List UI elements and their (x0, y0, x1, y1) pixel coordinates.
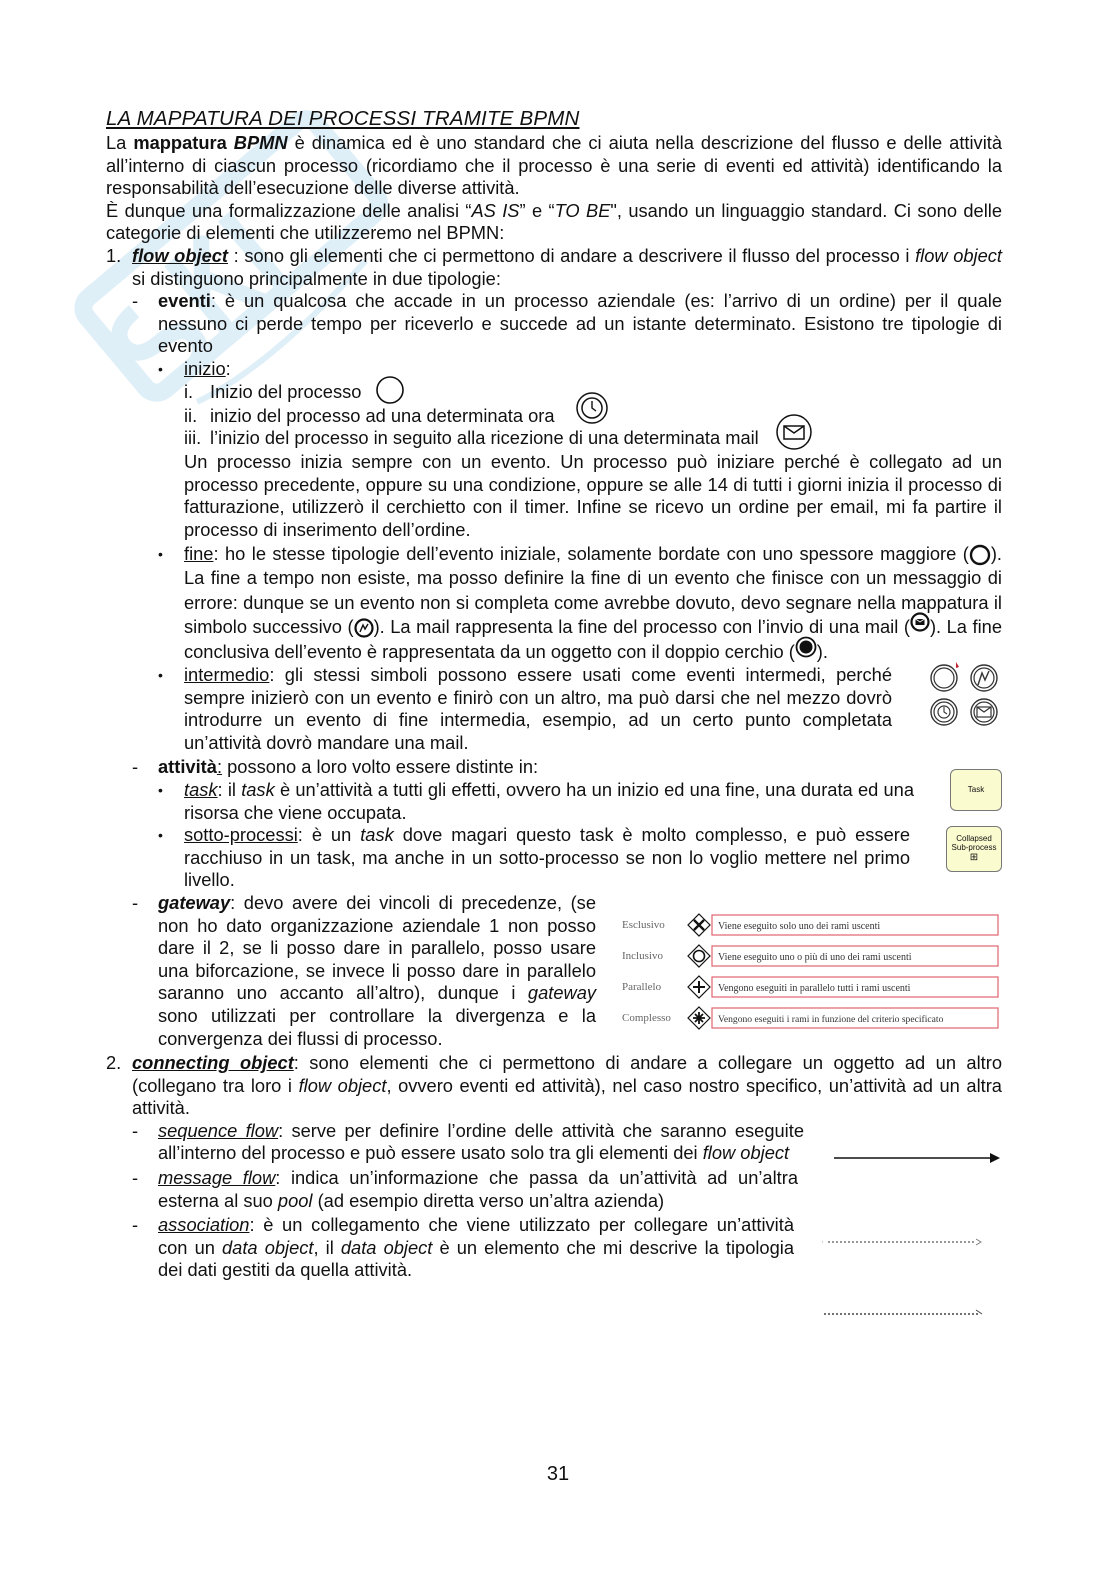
inizio-sub-ii: ii. inizio del processo ad una determinata ora (184, 405, 1002, 428)
term-eventi: eventi (158, 290, 211, 312)
start-event-icon (375, 375, 407, 405)
gateway-row-inclusivo (622, 945, 998, 967)
complex-gateway-icon (688, 1007, 710, 1029)
term-inizio: inizio (184, 357, 226, 379)
list-item-intermedio: • intermedio: gli stessi simboli possono essere usati come eventi intermedi, perché sempre inizierò con un evento e finirò con un altro, ma può darsi che nel mezzo dovrò introdurre un evento di fine intermedia, esempio, ad un certo punto completata un’attività dovrò mandare una mail. (158, 664, 1002, 754)
intermediate-timer-event-icon (931, 699, 957, 725)
inizio-sub-iii: iii. l’inizio del processo in seguito alla ricezione di una determinata mail (184, 427, 1002, 451)
term-intermedio: intermedio (184, 664, 270, 685)
task-box-label: Task (967, 784, 985, 794)
intro-paragraph-2: È dunque una formalizzazione delle analisi “AS IS” e “TO BE", usando un linguaggio standard. Ci sono delle categorie di elementi che utilizzeremo nel BPMN: (106, 199, 1002, 244)
gateway-desc-esclusivo: Viene eseguito solo uno dei rami uscenti (718, 920, 881, 932)
list-item-gateway: - gateway: devo avere dei vincoli di precedenze, (se non ho dato organizzazione aziendale 1 non posso dare il 2, se li posso dare in parallelo, posso usare una biforcazione, se invece li posso dare in parallelo saranno uno accanto all’altro), dunque i gateway sono utilizzati per controllare la divergenza e la convergenza dei flussi di processo. Esclusivo Viene eseguito solo uno dei rami uscenti Inclusivo Viene eseguito uno o più di uno dei rami uscenti Parallelo Vengono eseguiti in parallelo tutti i rami uscenti Complesso Vengono eseguiti i rami in funzione del criterio specificato (132, 892, 1002, 1050)
gateway-row-parallelo (622, 976, 998, 998)
term-gateway: gateway (158, 891, 231, 913)
gateway-row-esclusivo (622, 914, 998, 936)
message-start-event-icon (775, 413, 815, 451)
parallel-gateway-icon (688, 976, 710, 998)
list-item-connecting-object: 2. connecting object: sono elementi che ci permettono di andare a collegare un oggetto ad un altro (collegano tra loro i flow object, ovvero eventi ed attività), nel caso nostro specifico, un’attività ad un altra attività. - sequence flow: serve per definire l’ordine delle attività che saranno eseguite all’interno del processo e può essere usato solo tra gli elementi dei flow object - message flow: indica un’informazione che passa da un’attività ad un’altra esterna al suo pool (ad esempio diretta verso un’altra azienda) - association: è un collegamento che viene utilizzato per collegare un’attività con un data object, il data object è un elemento che mi descrive la tipologia dei dati gestiti da quella attività. (106, 1052, 1002, 1330)
intermediate-error-event-icon (971, 665, 997, 691)
intro-paragraph: La mappatura BPMN è dinamica ed è uno standard che ci aiuta nella descrizione del flusso e delle attività all’interno di ciascun processo (ricordiamo che il processo è una serie di eventi ed attività) identificando la responsabilità dell’esecuzione delle diverse attività. (106, 132, 1002, 199)
gateway-desc-inclusivo: Viene eseguito uno o più di uno dei rami uscenti (718, 951, 912, 963)
list-item-sequence-flow: - sequence flow: serve per definire l’ordine delle attività che saranno eseguite all’interno del processo e può essere usato solo tra gli elementi dei flow object (132, 1119, 804, 1164)
gateway-row-complesso (622, 1007, 998, 1029)
term-connecting-object: connecting object (132, 1052, 294, 1074)
document-body (106, 105, 1002, 1330)
intermediate-events-icon-group (922, 660, 1002, 732)
message-flow-arrow-icon (822, 1239, 981, 1245)
connector-samples (822, 1120, 1002, 1330)
gateway-table (618, 910, 1002, 1038)
list-item-attivita: - attività: possono a loro volto essere distinte in: • task: il task è un’attività a tutti gli effetti, ovvero ha un inizio ed una fine, una durata ed una risorsa che viene occupata. Task • sotto-processi: è un task dove magari questo task è molto complesso, e può essere racchiuso in un task, ma anche in un sotto-processo se non lo voglio mettere nel primo livello. Collapsed Sub-process ⊞ (132, 756, 1002, 892)
terminate-end-event-icon (795, 636, 817, 660)
term-flow-object: flow object (132, 244, 229, 266)
intermediate-message-event-icon (971, 699, 997, 725)
timer-start-event-icon (575, 391, 611, 425)
gateway-desc-parallelo: Vengono eseguiti in parallelo tutti i rami uscenti (718, 982, 911, 994)
list-item-flow-object: 1. flow object : sono gli elementi che ci permettono di andare a descrivere il flusso del processo i flow object si distinguono principalmente in due tipologie: - eventi: è un qualcosa che accade in un processo aziendale (es: l’arrivo di un ordine) per il quale nessuno ci perde tempo per riceverlo e succede ad un istante determinato. Esistono tre tipologie di evento • inizio: i. Inizio del processo ii. inizio del processo ad una determinata ora iii. l’inizio del processo in seguito alla ricezione di una determinata mail Un processo inizia sempre con un evento. Un processo può iniziare perché è collegato ad un processo precedente, oppure su una condizione, oppure se alle 14 di tutti i giorni inizia il processo di fatturazione, utilizzerò il cerchietto con il timer. Infine se ricevo un ordine per email, mi fa partire il processo di inserimento dell’ordine. • fine: ho le stesse tipologie dell’evento iniziale, solamente bordate con uno spessore maggiore ( ). La fine a tempo non esiste, ma posso definire la fine di un evento che finisce con un messaggio di errore: dunque se un evento non si completa come avrebbe dovuto, devo segnare nella mappatura il simbolo successivo ( ). La mail rappresenta la fine del processo con l’invio di una mail ( ). La fine conclusiva dell’evento è rappresentata da un oggetto con il doppio cerchio ( ). • intermedio: gli stessi simboli possono essere usati come eventi intermedi, perché sempre inizierò con un evento e finirò con un altro, ma può darsi che nel mezzo dovrò introdurre un evento di fine intermedia, esempio, ad un certo punto completata un’attività dovrò mandare una mail. - attività: possono a loro volto essere distinte in: • task: il task è un’attività a tutti gli effetti, ovvero ha un inizio ed una fine, una durata ed una risorsa che viene occupata. Task • sotto-processi: è un task dove magari questo task è molto complesso, e può essere racchiuso in un task, ma anche in un sotto-processo se non lo voglio mettere nel primo livello. Collapsed Sub-process ⊞ - gateway: devo avere dei vincoli di precedenze, (se non ho dato organizzazione aziendale 1 non posso dare il 2, se li posso dare in parallelo, posso usare una biforcazione, se invece li posso dare in parallelo saranno uno accanto all’altro), dunque i gateway sono utilizzati per controllare la divergenza e la convergenza dei flussi di processo. Esclusivo Viene eseguito solo uno dei rami uscenti Inclusivo Viene eseguito uno o più di uno dei rami uscenti Parallelo Vengono eseguiti in parallelo tutti i rami uscenti Complesso Vengono eseguiti i rami in funzione del criterio specificato (106, 244, 1002, 1049)
gateway-name-esclusivo: Esclusivo (622, 918, 665, 931)
intermediate-event-icon (931, 665, 957, 691)
term-message-flow: message flow (158, 1167, 276, 1189)
subprocess-box-icon: Collapsed Sub-process ⊞ (946, 826, 1002, 872)
association-line-icon (822, 1310, 982, 1314)
term-attivita: attività (158, 756, 217, 778)
term-task: task (184, 778, 218, 800)
list-item-task: • task: il task è un’attività a tutti gli effetti, ovvero ha un inizio ed una fine, una durata ed una risorsa che viene occupata. Task (158, 779, 1002, 824)
term-association: association (158, 1214, 250, 1236)
gateway-name-inclusivo: Inclusivo (622, 949, 663, 962)
inizio-paragraph: Un processo inizia sempre con un evento. Un processo può iniziare perché è collegato ad un processo precedente, oppure su una condizione, oppure se alle 14 di tutti i giorni inizia il processo di fatturazione, utilizzerò il cerchietto con il timer. Infine se ricevo un ordine per email, mi fa partire il processo di inserimento dell’ordine. (184, 451, 1002, 540)
list-item-association: - association: è un collegamento che viene utilizzato per collegare un’attività con un data object, il data object è un elemento che mi descrive la tipologia dei dati gestiti da quella attività. (132, 1214, 794, 1281)
gateway-name-parallelo: Parallelo (622, 980, 662, 993)
task-box-icon (950, 769, 1002, 811)
connecting-object-list (132, 1120, 1002, 1330)
term-sequence-flow: sequence flow (158, 1119, 279, 1141)
term-sotto-processi: sotto-processi (184, 824, 298, 846)
inclusive-gateway-icon (688, 945, 710, 967)
error-end-event-icon (354, 618, 374, 638)
list-item-message-flow: - message flow: indica un’informazione che passa da un’attività ad un’altra esterna al suo pool (ad esempio diretta verso un’altra azienda) (132, 1167, 798, 1211)
gateway-desc-complesso: Vengono eseguiti i rami in funzione del criterio specificato (718, 1013, 944, 1025)
page-title: LA MAPPATURA DEI PROCESSI TRAMITE BPMN (106, 107, 580, 130)
page-number: 31 (546, 1463, 570, 1485)
end-event-icon (969, 544, 991, 566)
list-item-inizio: • inizio: i. Inizio del processo ii. inizio del processo ad una determinata ora iii. l’inizio del processo in seguito alla ricezione di una determinata mail Un processo inizia sempre con un evento. Un processo può iniziare perché è collegato ad un processo precedente, oppure su una condizione, oppure se alle 14 di tutti i giorni inizia il processo di fatturazione, utilizzerò il cerchietto con il timer. Infine se ricevo un ordine per email, mi fa partire il processo di inserimento dell’ordine. (158, 357, 1002, 540)
message-end-event-icon (910, 612, 930, 634)
term-fine: fine (184, 542, 214, 564)
gateway-name-complesso: Complesso (622, 1011, 671, 1024)
exclusive-gateway-icon (688, 914, 710, 936)
collapse-plus-icon: ⊞ (969, 852, 979, 864)
inizio-sub-i: i. Inizio del processo (184, 381, 1002, 405)
list-item-eventi: - eventi: è un qualcosa che accade in un processo aziendale (es: l’arrivo di un ordine) per il quale nessuno ci perde tempo per riceverlo e succede ad un istante determinato. Esistono tre tipologie di evento • inizio: i. Inizio del processo ii. inizio del processo ad una determinata ora iii. l’inizio del processo in seguito alla ricezione di una determinata mail Un processo inizia sempre con un evento. Un processo può iniziare perché è collegato ad un processo precedente, oppure su una condizione, oppure se alle 14 di tutti i giorni inizia il processo di fatturazione, utilizzerò il cerchietto con il timer. Infine se ricevo un ordine per email, mi fa partire il processo di inserimento dell’ordine. • fine: ho le stesse tipologie dell’evento iniziale, solamente bordate con uno spessore maggiore ( ). La fine a tempo non esiste, ma posso definire la fine di un evento che finisce con un messaggio di errore: dunque se un evento non si completa come avrebbe dovuto, devo segnare nella mappatura il simbolo successivo ( ). La mail rappresenta la fine del processo con l’invio di una mail ( ). La fine conclusiva dell’evento è rappresentata da un oggetto con il doppio cerchio ( ). • intermedio: gli stessi simboli possono essere usati come eventi intermedi, perché sempre inizierò con un evento e finirò con un altro, ma può darsi che nel mezzo dovrò introdurre un evento di fine intermedia, esempio, ad un certo punto completata un’attività dovrò mandare una mail. (132, 290, 1002, 753)
list-item-sottoprocessi: • sotto-processi: è un task dove magari questo task è molto complesso, e può essere racchiuso in un task, ma anche in un sotto-processo se non lo voglio mettere nel primo livello. Collapsed Sub-process ⊞ (158, 824, 1002, 892)
sequence-flow-arrow-icon (834, 1153, 1000, 1163)
list-item-fine: • fine: ho le stesse tipologie dell’evento iniziale, solamente bordate con uno spessore maggiore ( ). La fine a tempo non esiste, ma posso definire la fine di un evento che finisce con un messaggio di errore: dunque se un evento non si completa come avrebbe dovuto, devo segnare nella mappatura il simbolo successivo ( ). La mail rappresenta la fine del processo con l’invio di una mail ( ). La fine conclusiva dell’evento è rappresentata da un oggetto con il doppio cerchio ( ). (158, 542, 1002, 662)
